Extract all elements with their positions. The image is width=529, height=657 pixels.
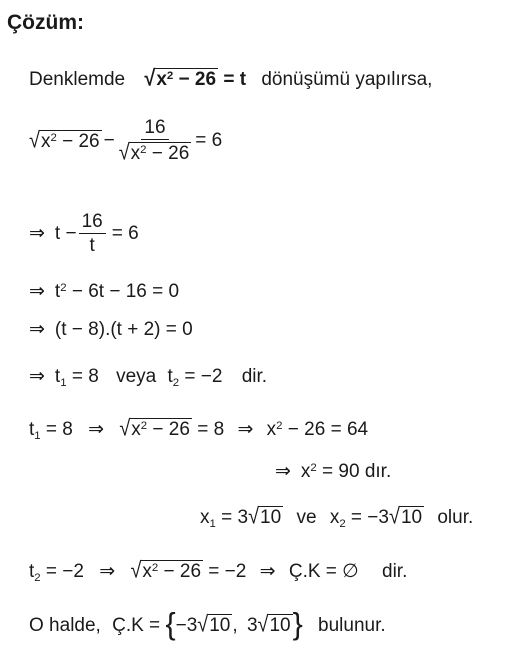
radicand-base: x: [40, 131, 51, 152]
sqrt-expression: [29, 130, 102, 152]
step-3: [29, 320, 193, 339]
exponent: 2: [166, 69, 174, 82]
implies-arrow-icon: ⇒: [29, 223, 45, 244]
implies-arrow-icon: ⇒: [259, 561, 276, 582]
solution-set-label: Ç.K =: [112, 615, 161, 636]
implies-arrow-icon: ⇒: [29, 366, 45, 387]
case-1: $t_1 = 8$ ⇒ $√x^2 - 26 = 8$ ⇒ $x^2 - 26 = 64$: [29, 416, 369, 442]
sqrt-expression: $√x^2 - 26$: [130, 558, 202, 584]
sqrt-sign-icon: √: [144, 66, 156, 92]
word-dir: dir.: [382, 561, 408, 582]
case-2: $t_2 = -2$ ⇒ $√x^2 - 26 = -2$ ⇒ Ç.K = ∅ dir.: [29, 558, 408, 584]
fraction-denominator: t: [89, 235, 95, 256]
variable: t: [54, 281, 61, 302]
sqrt-expression: $√x^2 - 26$: [119, 416, 190, 442]
step-1-rhs: = 6: [111, 223, 139, 244]
fraction: [119, 118, 192, 164]
word-dir: dir.: [241, 366, 268, 387]
intro-prefix: Denklemde: [29, 69, 126, 90]
radicand-rest: − 26: [173, 69, 217, 90]
conclusion-prefix: O halde,: [29, 615, 101, 636]
step-2-rest: − 6t − 16 = 0: [66, 281, 180, 302]
open-brace: {: [165, 607, 176, 641]
close-brace: }: [292, 607, 303, 641]
intro-suffix: dönüşümü yapılırsa,: [261, 69, 433, 90]
minus-sign: −: [103, 130, 115, 152]
step-1: [29, 212, 139, 255]
implies-arrow-icon: ⇒: [275, 461, 291, 482]
implies-arrow-icon: ⇒: [29, 319, 45, 340]
step-3-text: (t − 8).(t + 2) = 0: [54, 319, 193, 340]
intro-substitution: [144, 68, 246, 90]
case-1-roots: $x_1 = 3√10$ ve $x_2 = -3√10$ olur.: [200, 504, 474, 530]
implies-arrow-icon: ⇒: [29, 281, 45, 302]
radicand-base: x: [156, 69, 167, 90]
intro-line: [29, 68, 432, 90]
fraction: [79, 212, 106, 255]
case-1-result: ⇒ $x^2 = 90$ dır.: [275, 461, 392, 482]
step-2: [29, 282, 179, 301]
fraction-denominator: $√x^2 - 26$: [118, 140, 190, 166]
solution-heading: Çözüm:: [7, 11, 84, 34]
exponent: 2: [50, 131, 57, 144]
fraction-numerator: 16: [79, 212, 106, 234]
fraction-numerator: 16: [141, 118, 168, 140]
substitution-eq: = t: [218, 69, 247, 90]
empty-solution-set: Ç.K = ∅: [288, 561, 359, 582]
step-4: ⇒ $t_1 = 8$ veya $t_2 = -2$ dir.: [29, 366, 268, 389]
sqrt-sign-icon: √: [29, 128, 40, 154]
conclusion-suffix: bulunur.: [318, 615, 386, 636]
step-1-lhs: t −: [54, 223, 77, 244]
equation-rhs: = 6: [195, 130, 223, 152]
sqrt-sign-icon: √: [248, 504, 260, 530]
exponent: 2: [60, 281, 67, 294]
implies-arrow-icon: ⇒: [88, 419, 105, 440]
word-olur: olur.: [437, 507, 474, 528]
conclusion: O halde, Ç.K = {−3√10 , 3√10} bulunur.: [29, 607, 386, 641]
sqrt-sign-icon: √: [197, 612, 209, 638]
sqrt-sign-icon: √: [119, 416, 131, 442]
radicand-rest: − 26: [56, 131, 100, 152]
sqrt-sign-icon: √: [388, 504, 400, 530]
sqrt-sign-icon: √: [130, 558, 142, 584]
implies-arrow-icon: ⇒: [237, 419, 254, 440]
sqrt-sign-icon: √: [257, 612, 269, 638]
word-ve: ve: [296, 507, 317, 528]
equation-main: [29, 118, 222, 164]
sqrt-sign-icon: √: [118, 140, 130, 166]
word-veya: veya: [116, 366, 157, 387]
implies-arrow-icon: ⇒: [99, 561, 116, 582]
